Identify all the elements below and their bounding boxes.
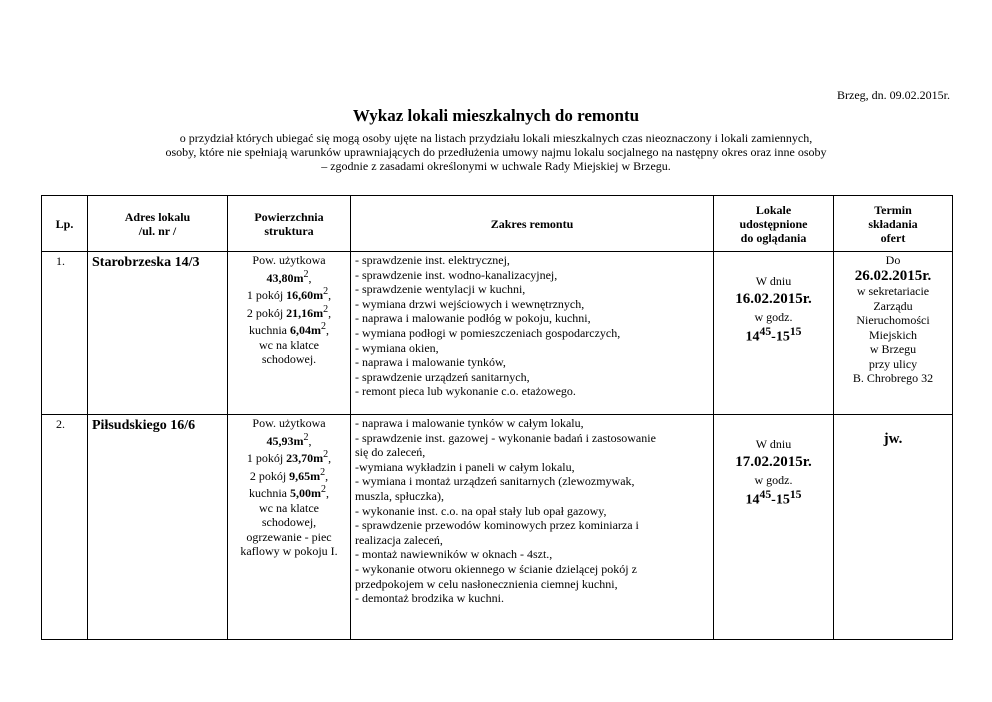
- area-extra: kaflowy w pokoju I.: [240, 544, 338, 558]
- scope-item: - wymiana podłogi w pomieszczeniach gospodarczych,: [355, 325, 621, 340]
- scope-item: - wymiana i montaż urządzeń sanitarnych (zlewozmywak,: [355, 474, 635, 489]
- scope-item: - wymiana drzwi wejściowych i wewnętrznych,: [355, 296, 585, 311]
- row-scope: [351, 415, 714, 640]
- header-deadline-line: składania: [868, 216, 918, 231]
- header-address-line: /ul. nr /: [138, 223, 177, 238]
- scope-item: - sprawdzenie inst. elektrycznej,: [355, 253, 510, 267]
- viewing-hours-label: w godz.: [754, 473, 793, 487]
- scope-item: - naprawa i malowanie tynków w całym lokalu,: [355, 416, 584, 430]
- header-viewing-line: udostępnione: [739, 216, 808, 231]
- scope-item: muszla, spłuczka),: [355, 488, 444, 503]
- viewing-date: 16.02.2015r.: [735, 291, 812, 307]
- scope-item: - wymiana okien,: [355, 340, 439, 355]
- header-address-line: Adres lokalu: [124, 209, 191, 224]
- area-extra: schodowej.: [261, 352, 317, 366]
- scope-item: - montaż nawiewników w oknach - 4szt.,: [355, 547, 553, 562]
- viewing-hours-label: w godz.: [754, 310, 793, 324]
- row-address: Starobrzeska 14/3: [88, 252, 228, 415]
- table-header-row: [42, 196, 953, 252]
- scope-item: przedpokojem w celu nasłonecznienia ciemnej kuchni,: [355, 576, 618, 591]
- deadline-same-as-above: jw.: [883, 431, 903, 447]
- area-total: $45,93m^2$,: [266, 431, 312, 448]
- deadline-line: przy ulicy: [868, 356, 918, 371]
- header-scope: Zakres remontu: [351, 196, 714, 252]
- header-lp: Lp.: [42, 196, 88, 252]
- deadline-line: Miejskich: [869, 327, 917, 342]
- row-lp: 1.: [42, 252, 88, 415]
- table-row: [42, 415, 953, 640]
- area-extra: schodowej,: [261, 515, 317, 529]
- area-total: $43,80m^2$,: [266, 268, 312, 285]
- area-room: 2 pokój $21,16m^2$,: [246, 303, 332, 320]
- header-area-line: Powierzchnia: [254, 209, 324, 224]
- intro-text: [60, 131, 932, 173]
- deadline-prefix: Do: [885, 253, 901, 267]
- header-viewing: [714, 196, 834, 252]
- scope-item: - sprawdzenie inst. gazowej - wykonanie badań i zastosowanie: [355, 430, 656, 445]
- scope-item: -wymiana wykładzin i paneli w całym lokalu,: [355, 459, 575, 474]
- scope-item: - remont pieca lub wykonanie c.o. etażowego.: [355, 384, 576, 399]
- row-lp: 2.: [42, 415, 88, 640]
- row-scope: [351, 252, 714, 415]
- row-deadline: [834, 415, 953, 640]
- row-viewing: [714, 415, 834, 640]
- header-area-line: struktura: [264, 223, 314, 238]
- deadline-date: 26.02.2015r.: [854, 267, 932, 284]
- page-title: Wykaz lokali mieszkalnych do remontu: [352, 106, 640, 125]
- row-area: [228, 252, 351, 415]
- scope-item: - sprawdzenie wentylacji w kuchni,: [355, 282, 526, 297]
- area-extra: wc na klatce: [259, 337, 319, 352]
- row-address: Piłsudskiego 16/6: [88, 415, 228, 640]
- header-area: [228, 196, 351, 252]
- viewing-hours: $14^{45}-15^{15}$: [745, 325, 802, 345]
- document-date: Brzeg, dn. 09.02.2015r.: [837, 88, 950, 102]
- intro-line: o przydział których ubiegać się mogą osoby ujęte na listach przydziału lokali mieszkalnych czas nieoznaczony i lokali zamiennych,: [179, 131, 813, 145]
- scope-item: - naprawa i malowanie tynków,: [355, 355, 506, 370]
- area-extra: ogrzewanie - piec: [246, 529, 332, 544]
- row-deadline: [834, 252, 953, 415]
- area-room: 2 pokój $9,65m^2$,: [249, 466, 329, 483]
- area-label: Pow. użytkowa: [252, 253, 326, 267]
- deadline-line: Zarządu: [873, 298, 913, 313]
- area-extra: wc na klatce: [259, 500, 319, 515]
- area-room: 1 pokój $16,60m^2$,: [246, 286, 332, 302]
- header-deadline: [834, 196, 953, 252]
- header-deadline-line: ofert: [880, 230, 906, 245]
- deadline-line: w Brzegu: [869, 342, 917, 356]
- scope-item: - naprawa i malowanie podłóg w pokoju, kuchni,: [355, 311, 591, 326]
- scope-item: - demontaż brodzika w kuchni.: [355, 591, 504, 606]
- header-address: [88, 196, 228, 252]
- viewing-day-label: W dniu: [755, 437, 792, 451]
- deadline-line: B. Chrobrego 32: [852, 371, 934, 385]
- deadline-line: w sekretariacie: [856, 284, 930, 298]
- deadline-line: Nieruchomości: [856, 313, 930, 327]
- viewing-hours: $14^{45}-15^{15}$: [745, 488, 802, 508]
- header-deadline-line: Termin: [874, 202, 912, 217]
- scope-item: - sprawdzenie inst. wodno-kanalizacyjnej,: [355, 267, 558, 282]
- area-room: 1 pokój $23,70m^2$,: [246, 449, 332, 465]
- viewing-day-label: W dniu: [755, 274, 792, 288]
- scope-item: się do zaleceń,: [355, 445, 426, 460]
- header-viewing-line: do oglądania: [740, 230, 807, 245]
- table-row: [42, 252, 953, 415]
- intro-line: – zgodnie z zasadami określonymi w uchwale Rady Miejskiej w Brzegu.: [321, 159, 671, 173]
- row-area: [228, 415, 351, 640]
- scope-item: - wykonanie inst. c.o. na opał stały lub opał gazowy,: [355, 503, 607, 518]
- area-room: kuchnia $5,00m^2$,: [249, 484, 329, 500]
- scope-item: - wykonanie otworu okiennego w ścianie dzielącej pokój z: [355, 561, 637, 576]
- area-label: Pow. użytkowa: [252, 416, 326, 430]
- area-room: kuchnia $6,04m^2$,: [249, 321, 329, 337]
- scope-item: - sprawdzenie przewodów kominowych przez kominiarza i: [355, 518, 639, 533]
- row-viewing: [714, 252, 834, 415]
- scope-item: - sprawdzenie urządzeń sanitarnych,: [355, 369, 530, 384]
- intro-line: osoby, które nie spełniają warunków uprawniających do przedłużenia umowy najmu lokalu socjalnego na następny okres oraz inne osoby: [165, 145, 827, 159]
- header-viewing-line: Lokale: [755, 202, 792, 217]
- viewing-date: 17.02.2015r.: [735, 454, 812, 470]
- scope-item: realizacja zaleceń,: [355, 532, 443, 547]
- apartments-table: [41, 195, 953, 640]
